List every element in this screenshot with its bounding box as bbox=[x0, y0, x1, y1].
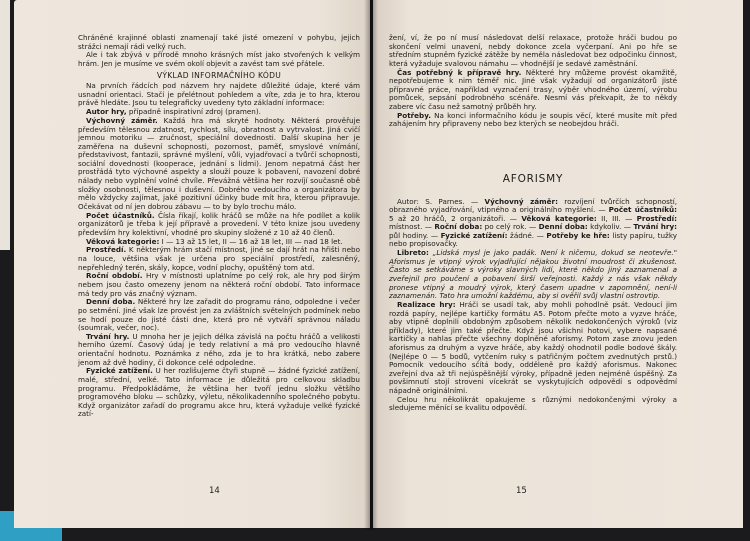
paragraph-body: Každá hra má skryté hodnoty. Některá prověřuje především tělesnou zdatnost, rychlost, sílu, obratnost a vytrvalost. Jiná cvičí jemnou motoriku — zručnost, speciální dovednosti. Další skupina her je zaměřena na duševní schopnosti, pozornost, paměť, smyslové vnímání, představivost, fantazii, správné myšlení, vůli, vyjadřovací a tvůrčí schopnosti, sociální dovednosti (kooperace, jednání s lidmi). Jenom nepatrná část her prostřádá tyto výchovné aspekty a slouží pouze k pobavení, navození dobré nálady nebo vyplnění volné chvíle. Převážná většina her rozvíjí současně obě složky osobnosti, tělesnou i duševní. Dobrého vedoucího a organizátora by mělo vždycky zajímat, jaké pozitivní účinky bude mít hra, kterou připravuje. Očekávat od ní jen dobrou zábavu — to by bylo trochu málo. bbox=[78, 115, 361, 211]
right-page bbox=[373, 0, 743, 528]
paragraph-lead: Denní doba. bbox=[86, 297, 136, 307]
info-label: Denní doba: bbox=[538, 222, 588, 232]
info-value: rozvíjení tvůrčích schopností, obrazného vyjadřování, vtipného a originálního myšlení. — bbox=[389, 196, 678, 215]
paragraph-body: Některé hry lze zařadit do programu ráno, odpoledne i večer po setmění. Jiné však lze provést jen za zvláštních světelných podmínek nebo se hodí pouze do jisté části dne, která pro ně vytváří správnou náladu (soumrak, večer, noc). bbox=[78, 297, 360, 333]
paragraph bbox=[389, 301, 677, 396]
paragraph-body: „Lidská mysl je jako padák. Není k ničemu, dokud se neotevře." Aforismus je vtipný výrok vyjadřující nějakou životní moudrost či zkušenost. Často se setkáváme s výroky slavných lidí, které někdo jiný zaznamenal a zveřejnil pro poučení a pobavení širší veřejnosti. Každý z nás však někdy pronese vtipný a moudrý výrok, který časem upadne v zapomnění, není-li zaznamenán. Tato hra umožní každému, aby si ověřil svůj vlastní ostrovtip. bbox=[389, 248, 677, 301]
info-value: místnost. — bbox=[389, 222, 435, 232]
paragraph-lead: Autor hry, bbox=[86, 107, 127, 117]
paragraph-body: K některým hrám stačí místnost, jiné se dají hrát na hřišti nebo na louce, většina však je určena pro speciální prostředí, zalesněný, nepřehledný terén, skály, kopce, vodní plochy, opuštěný tom atd. bbox=[78, 245, 360, 272]
info-label: Roční doba: bbox=[434, 222, 483, 232]
paragraph-lead: Prostředí. bbox=[86, 245, 127, 255]
paragraph-lead: Realizace hry: bbox=[397, 300, 456, 309]
info-label: Fyzické zatížení: bbox=[440, 230, 508, 240]
paragraph-lead: Počet účastníků. bbox=[86, 210, 155, 220]
paragraph bbox=[78, 212, 360, 238]
paragraph bbox=[78, 272, 360, 298]
info-value: kdykoliv. — bbox=[587, 222, 634, 232]
paragraph-lead: Čas potřebný k přípravě hry. bbox=[397, 67, 522, 77]
paragraph-lead: Libreto: bbox=[397, 248, 429, 258]
paragraph bbox=[78, 298, 360, 332]
paragraph bbox=[78, 246, 360, 272]
paragraph-lead: Výchovný záměr. bbox=[86, 115, 158, 125]
paragraph-body: U mnoha her je jejich délka závislá na počtu hráčů a velikosti herního území. Časový údaj je tedy relativní a má pro vedoucího hlavně orientační hodnotu. Poznámka z něho, zda je to hra krátká, nebo zabere jenom až dvě hodiny, či dokonce celé odpoledne. bbox=[78, 331, 360, 367]
info-label: Trvání hry: bbox=[633, 222, 677, 232]
paragraph: žení, ví, že po ní musí následovat delší relaxace, protože hráči budou po skončení velmi unavení, nebdy dokonce zcela vyčerpaní. Ani po hře se středním stupněm fyzické zátěže by neměla následovat bez odpočinku činnost, která vyžaduje svalovou námahu — vhodnější je sedavé zaměstnání. bbox=[389, 33, 677, 68]
paragraph bbox=[78, 333, 360, 367]
paragraph-body: Čísla říkají, kolik hráčů se může na hře podílet a kolik organizátorů je třeba k její přípravě a provedení. V této knize jsou uvedeny především hry kolektivní, vhodné pro skupiny složené z 10 až 40 členů. bbox=[78, 210, 360, 237]
book-gutter bbox=[364, 0, 378, 530]
info-label: Věková kategorie: bbox=[521, 213, 597, 223]
paragraph bbox=[389, 249, 677, 301]
paragraph-body: I — 13 až 15 let, II — 16 až 18 let, III — nad 18 let. bbox=[159, 236, 343, 246]
info-label: Výchovný záměr: bbox=[484, 196, 558, 206]
paragraph bbox=[389, 112, 677, 129]
paragraph-body: Hráči se usadí tak, aby mohli pohodlně psát. Vedoucí jim rozdá papíry, nejlépe kartičky formátu A5. Potom přečte moto a vyzve hráče, aby vtipně doplnili obdobným způsobem několik nedokončených výroků (viz příklady), které jim také přečte. Když jsou všichni hotovi, vybere napsané kartičky a nahlas přečte všechny doplněné aforismy. Potom zase znovu jeden aforismus za druhým a vyzve hráče, aby každý ohodnotil podle bodové škály. (Nejlépe 0 — 5 bodů, vytčením ruky s patřičným počtem zvednutých prstů.) Pomocník vedoucího sčítá body, odděleně pro každý aforismus. Nakonec zveřejní dva až tři nejúspěšnější výroky, případně jeden nejméně úspěšný. Za povšimnutí stojí stroveni vícekrát se vyskytujících odpovědí s odpovědmí nápadně originálními. bbox=[389, 300, 677, 395]
paragraph bbox=[78, 117, 360, 212]
left-page-number: 14 bbox=[209, 486, 220, 496]
left-page bbox=[14, 0, 370, 528]
paragraph-body: U her rozlišujeme čtyři stupně — žádné fyzické zatížení, malé, střední, velké. Tato informace je důležitá pro celkovou skladbu programu. Předpokládáme, že většina her tvoří jednu složku většího programového bloku — schůzky, výletu, několikadenního společného pobytu. Když organizátor zařadí do programu akce hru, která vyžaduje velké fyzické zatí- bbox=[78, 366, 360, 419]
chapter-title: AFORISMY bbox=[502, 172, 564, 185]
info-value: po celý rok. — bbox=[482, 222, 539, 232]
paragraph bbox=[78, 367, 360, 419]
info-label: Prostředí: bbox=[636, 213, 678, 223]
paragraph-body: Některé hry můžeme provést okamžitě, nepotřebujeme k nim téměř nic. Jiné však vyžadují od organizátorů jisté přípravné práce, například vyznačení trasy, výběr vhodného území, výrobu pomůcek, sepsání podrobného scénáře. Nesmí vás překvapit, že to někdy zabere víc času než samotný průběh hry. bbox=[389, 67, 677, 111]
paragraph: Chráněné krajinné oblasti znamenají také jisté omezení v pohybu, jejich strážci nemají rádi velký ruch. bbox=[78, 33, 360, 51]
info-value: S. Parnes. — bbox=[425, 196, 485, 206]
left-page-text bbox=[78, 34, 360, 419]
info-code bbox=[389, 198, 677, 250]
info-value: půl hodiny. — bbox=[389, 230, 441, 240]
info-value: Autor: bbox=[397, 196, 426, 206]
paragraph-lead: Roční období. bbox=[86, 271, 143, 281]
info-value: listy papíru, tužky nebo propisovačky. bbox=[389, 230, 677, 249]
paragraph-lead: Potřeby. bbox=[397, 110, 431, 120]
info-value: 5 až 20 hráčů, 2 organizátoři. — bbox=[389, 213, 522, 223]
paragraph bbox=[389, 69, 677, 112]
section-heading: VÝKLAD INFORMAČNÍHO KÓDU bbox=[156, 70, 282, 80]
cover-edge bbox=[0, 0, 10, 250]
info-label: Potřeby ke hře: bbox=[546, 230, 610, 240]
paragraph-body: Hry v místnosti uplatníme po celý rok, ale hry pod širým nebem jsou často omezeny jenom na některá roční období. Tato informace má tedy pro vás značný význam. bbox=[78, 271, 361, 298]
paragraph-body: případně inspirativní zdroj (pramen). bbox=[126, 107, 261, 117]
paragraph-body: Na konci informačního kódu je soupis věcí, které musíte mít před zahájením hry připraveny nebo bez kterých se neobejdou hráči. bbox=[389, 110, 677, 129]
paragraph: Celou hru několikrát opakujeme s různými nedokončenými výroky a sledujeme měnící se kvalitu odpovědí. bbox=[389, 394, 677, 413]
info-label: Počet účastníků: bbox=[608, 205, 677, 215]
right-page-number: 15 bbox=[516, 486, 527, 496]
paragraph-lead: Věková kategorie: bbox=[86, 236, 160, 246]
paragraph-lead: Trvání hry. bbox=[86, 331, 130, 341]
info-value: II, III. — bbox=[596, 213, 637, 223]
right-page-text bbox=[389, 34, 677, 413]
info-value: žádné. — bbox=[507, 230, 547, 240]
paragraph: Ale i tak zbývá v přírodě mnoho krásných míst jako stvořených k velkým hrám. Jen je musíme ve svém okolí objevit a zavést tam své přátele. bbox=[78, 50, 360, 68]
paragraph-lead: Fyzické zatížení. bbox=[86, 366, 153, 376]
paragraph: Na prvních řádcích pod názvem hry najdete důležité údaje, které vám usnadní orientaci. Stačí je přelétnout pohledem a víte, zda je to hra, kterou právě hledáte. Jsou tu telegraficky uvedeny tyto základní informace: bbox=[78, 81, 360, 108]
